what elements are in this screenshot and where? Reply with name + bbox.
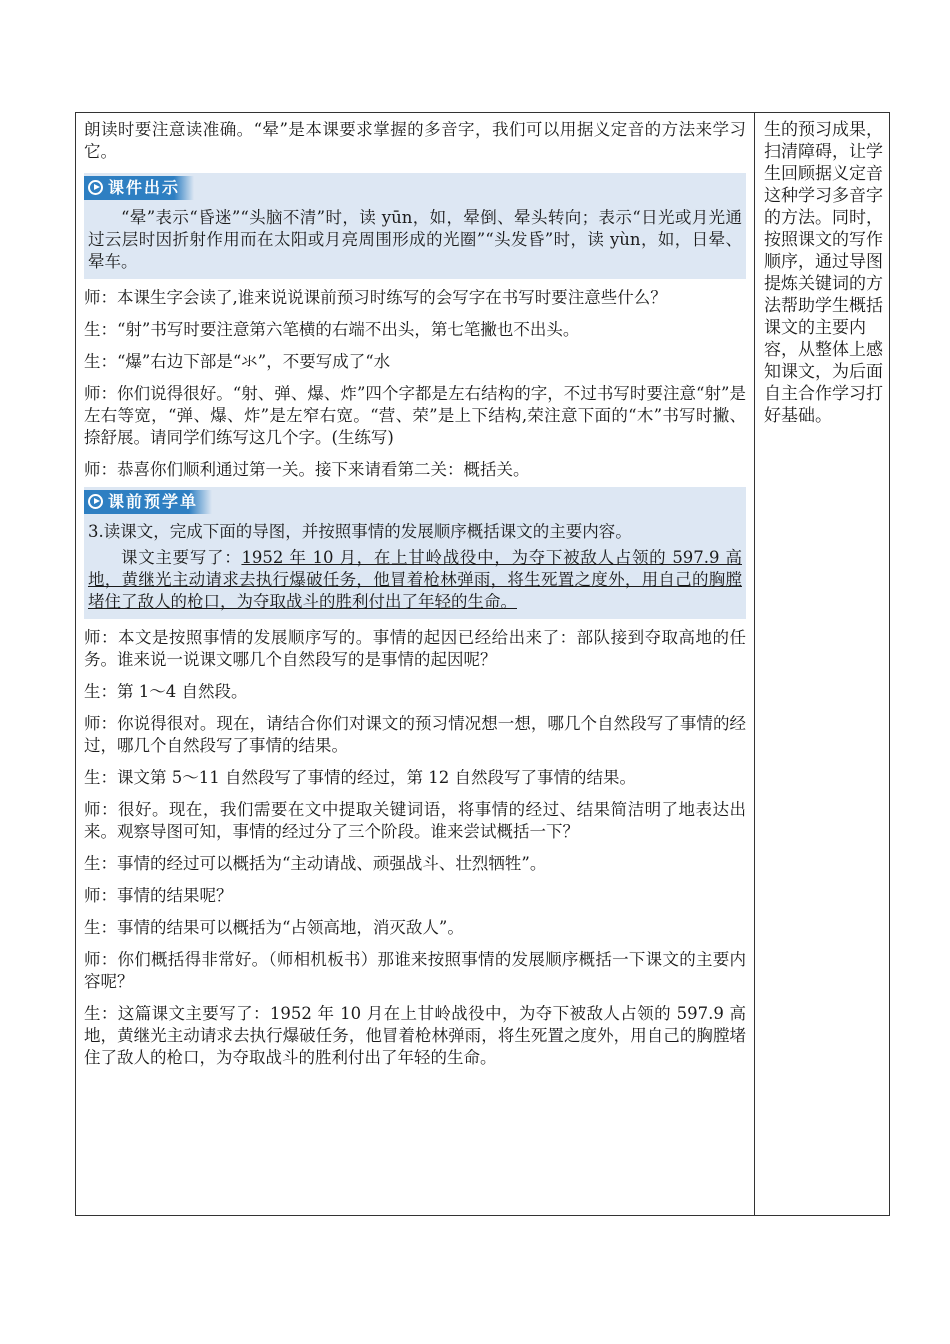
dialog-line: 师：你们概括得非常好。（师相机板书）那谁来按照事情的发展顺序概括一下课文的主要内容呢？	[84, 950, 746, 991]
dialog-line: 生：“射”书写时要注意第六笔横的右端不出头，第七笔撇也不出头。	[84, 320, 580, 339]
dialog-line: 师：恭喜你们顺利通过第一关。接下来请看第二关：概括关。	[84, 460, 530, 479]
design-intent-column	[764, 119, 884, 427]
dialog-line: 生：事情的结果可以概括为“占领高地，消灭敌人”。	[84, 918, 464, 937]
preview-question: 3.读课文，完成下面的导图，并按照事情的发展顺序概括课文的主要内容。	[88, 522, 632, 541]
dialog-line: 师：你说得很对。现在，请结合你们对课文的预习情况想一想，哪几个自然段写了事情的经过，哪几个自然段写了事情的结果。	[84, 714, 746, 755]
main-column	[84, 119, 746, 1079]
courseware-text: “晕”表示“昏迷”“头脑不清”时，读 yūn，如，晕倒、晕头转向；表示“日光或月光通过云层时因折射作用而在太阳或月亮周围形成的光圈”“头发昏”时，读 yùn，如，日晕、晕车。	[88, 208, 742, 271]
dialog-line: 生：第 1～4 自然段。	[84, 682, 248, 701]
dialog-line: 师：很好。现在，我们需要在文中提取关键词语，将事情的经过、结果简洁明了地表达出来。观察导图可知，事情的经过分了三个阶段。谁来尝试概括一下？	[84, 800, 746, 841]
dialog-line: 师：本课生字会读了,谁来说说课前预习时练写的会写字在书写时要注意些什么？	[84, 288, 667, 307]
preview-header	[84, 487, 746, 518]
dialog-line: 生：课文第 5～11 自然段写了事情的经过，第 12 自然段写了事情的结果。	[84, 768, 636, 787]
play-icon	[88, 180, 103, 195]
dialog-line: 生：这篇课文主要写了：1952 年 10 月在上甘岭战役中，为夺下被敌人占领的 597.9 高地，黄继光主动请求去执行爆破任务，他冒着枪林弹雨，将生死置之度外，用自己的胸膛堵住了敌人的枪口，为夺取战斗的胜利付出了年轻的生命。	[84, 1004, 746, 1067]
dialog-line: 生：事情的经过可以概括为“主动请战、顽强战斗、壮烈牺牲”。	[84, 854, 547, 873]
intro-paragraph: 朗读时要注意读准确。“晕”是本课要求掌握的多音字，我们可以用据义定音的方法来学习它。	[84, 120, 746, 161]
preview-summary	[88, 547, 742, 613]
dialog-line: 师：本文是按照事情的发展顺序写的。事情的起因已经给出来了：部队接到夺取高地的任务。谁来说一说课文哪几个自然段写的是事情的起因呢？	[84, 628, 746, 669]
courseware-tag	[84, 176, 194, 200]
preview-lead: 课文主要写了：	[121, 548, 242, 567]
preview-tag-label: 课前预学单	[108, 492, 199, 511]
dialog-line: 生：“爆”右边下部是“氺”，不要写成了“水	[84, 352, 391, 371]
dialog-line: 师：事情的结果呢？	[84, 886, 233, 905]
column-divider	[754, 113, 755, 1215]
preview-tag	[84, 490, 212, 514]
dialog-line: 师：你们说得很好。“射、弹、爆、炸”四个字都是左右结构的字，不过书写时要注意“射”是左右等宽，“弹、爆、炸”是左窄右宽。“营、荣”是上下结构,荣注意下面的“木”书写时撇、捺舒展。请同学们练写这几个字。(生练写)	[84, 384, 746, 447]
courseware-header	[84, 173, 746, 204]
courseware-tag-label: 课件出示	[108, 178, 181, 197]
play-icon	[88, 494, 103, 509]
preview-box	[84, 518, 746, 619]
design-intent-note: 生的预习成果，扫清障碍，让学生回顾据义定音这种学习多音字的方法。同时，按照课文的写作顺序，通过导图提炼关键词的方法帮助学生概括课文的主要内容，从整体上感知课文，为后面自主合作学习打好基础。	[764, 120, 883, 426]
preview-answer: 1952 年 10 月，在上甘岭战役中，为夺下被敌人占领的 597.9 高地，黄继光主动请求去执行爆破任务，他冒着枪林弹雨，将生死置之度外，用自己的胸膛堵住了敌人的枪口，为夺取战斗的胜利付出了年轻的生命。	[88, 548, 742, 611]
lesson-table	[75, 112, 890, 1216]
courseware-box	[84, 204, 746, 279]
